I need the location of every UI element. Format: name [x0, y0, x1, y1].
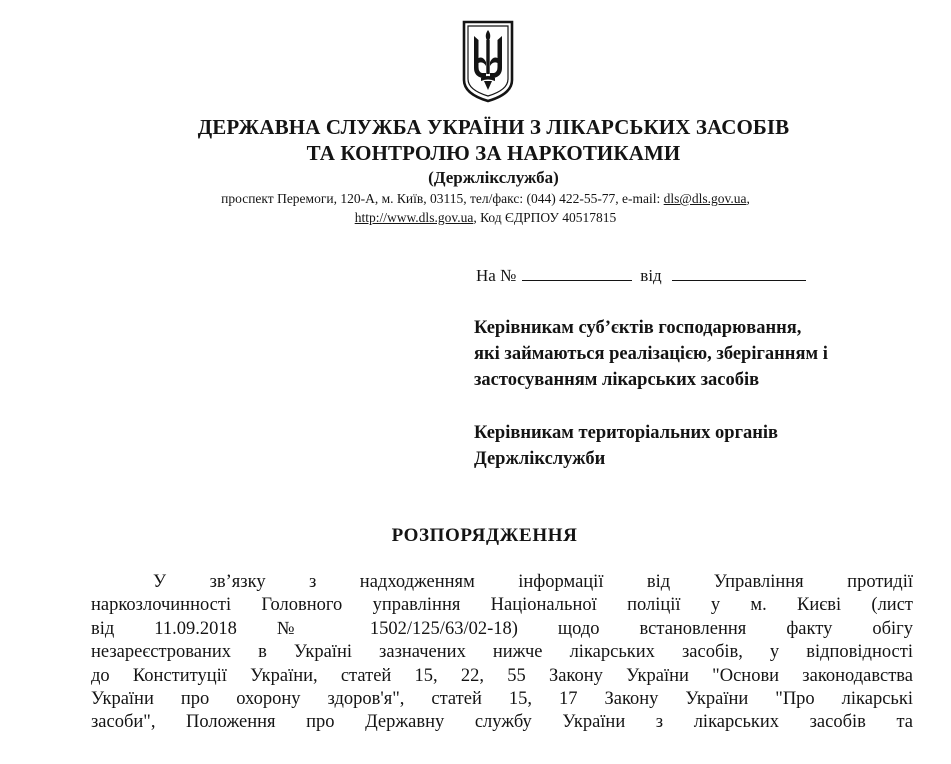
addressee-territorial-bodies	[474, 420, 778, 472]
body-line: У зв’язку з надходженням інформації від Управління протидії	[153, 572, 913, 592]
contacts-separator: ,	[746, 191, 750, 206]
body-line: наркозлочинності Головного управління Національної поліції у м. Києві (лист	[91, 595, 913, 616]
org-name-line1: ДЕРЖАВНА СЛУЖБА УКРАЇНИ З ЛІКАРСЬКИХ ЗАСОБІВ	[197, 115, 790, 139]
reference-date-label: від	[640, 266, 662, 285]
reference-number-label: На №	[476, 266, 517, 285]
contacts-edrpou-text: , Код ЄДРПОУ 40517815	[473, 210, 617, 225]
addressee-line: які займаються реалізацією, зберіганням і	[474, 344, 828, 364]
document-title	[0, 525, 951, 547]
org-name-line2: ТА КОНТРОЛЮ ЗА НАРКОТИКАМИ	[306, 141, 681, 165]
body-line: незареєстрованих в Україні зазначених нижче лікарських засобів, у відповідності	[91, 642, 913, 663]
body-line: України про охорону здоров'я", статей 15, 17 Закону України "Про лікарські	[91, 689, 913, 710]
addressee-line: Держлікслужби	[474, 449, 606, 469]
document-title-text: РОЗПОРЯДЖЕННЯ	[391, 525, 578, 546]
contacts-line1	[10, 191, 951, 207]
reference-line	[476, 264, 806, 286]
org-short-name: (Держлікслужба)	[428, 168, 559, 187]
addressee-line: Керівникам суб’єктів господарювання,	[474, 318, 802, 338]
addressee-business-entities	[474, 315, 828, 393]
reference-date-blank	[672, 264, 806, 281]
body-line: засоби", Положення про Державну службу України з лікарських засобів та	[91, 712, 913, 733]
addressee-line: застосуванням лікарських засобів	[474, 370, 760, 390]
contacts-website-link[interactable]: http://www.dls.gov.ua	[354, 210, 474, 225]
contacts-line2	[10, 210, 951, 226]
body-line: від 11.09.2018 № 1502/125/63/02-18) щодо встановлення факту обігу	[91, 618, 913, 639]
body-line: до Конституції України, статей 15, 22, 55 Закону України "Основи законодавства	[91, 665, 913, 686]
document-body	[91, 571, 913, 735]
addressee-line: Керівникам територіальних органів	[474, 423, 779, 443]
reference-number-blank	[522, 264, 632, 281]
ukraine-trident-emblem-icon	[459, 18, 517, 104]
contacts-address-text: проспект Перемоги, 120-А, м. Київ, 03115, тел/факс: (044) 422-55-77, e-mail:	[221, 191, 664, 206]
contacts-email-link[interactable]: dls@dls.gov.ua	[663, 191, 747, 206]
